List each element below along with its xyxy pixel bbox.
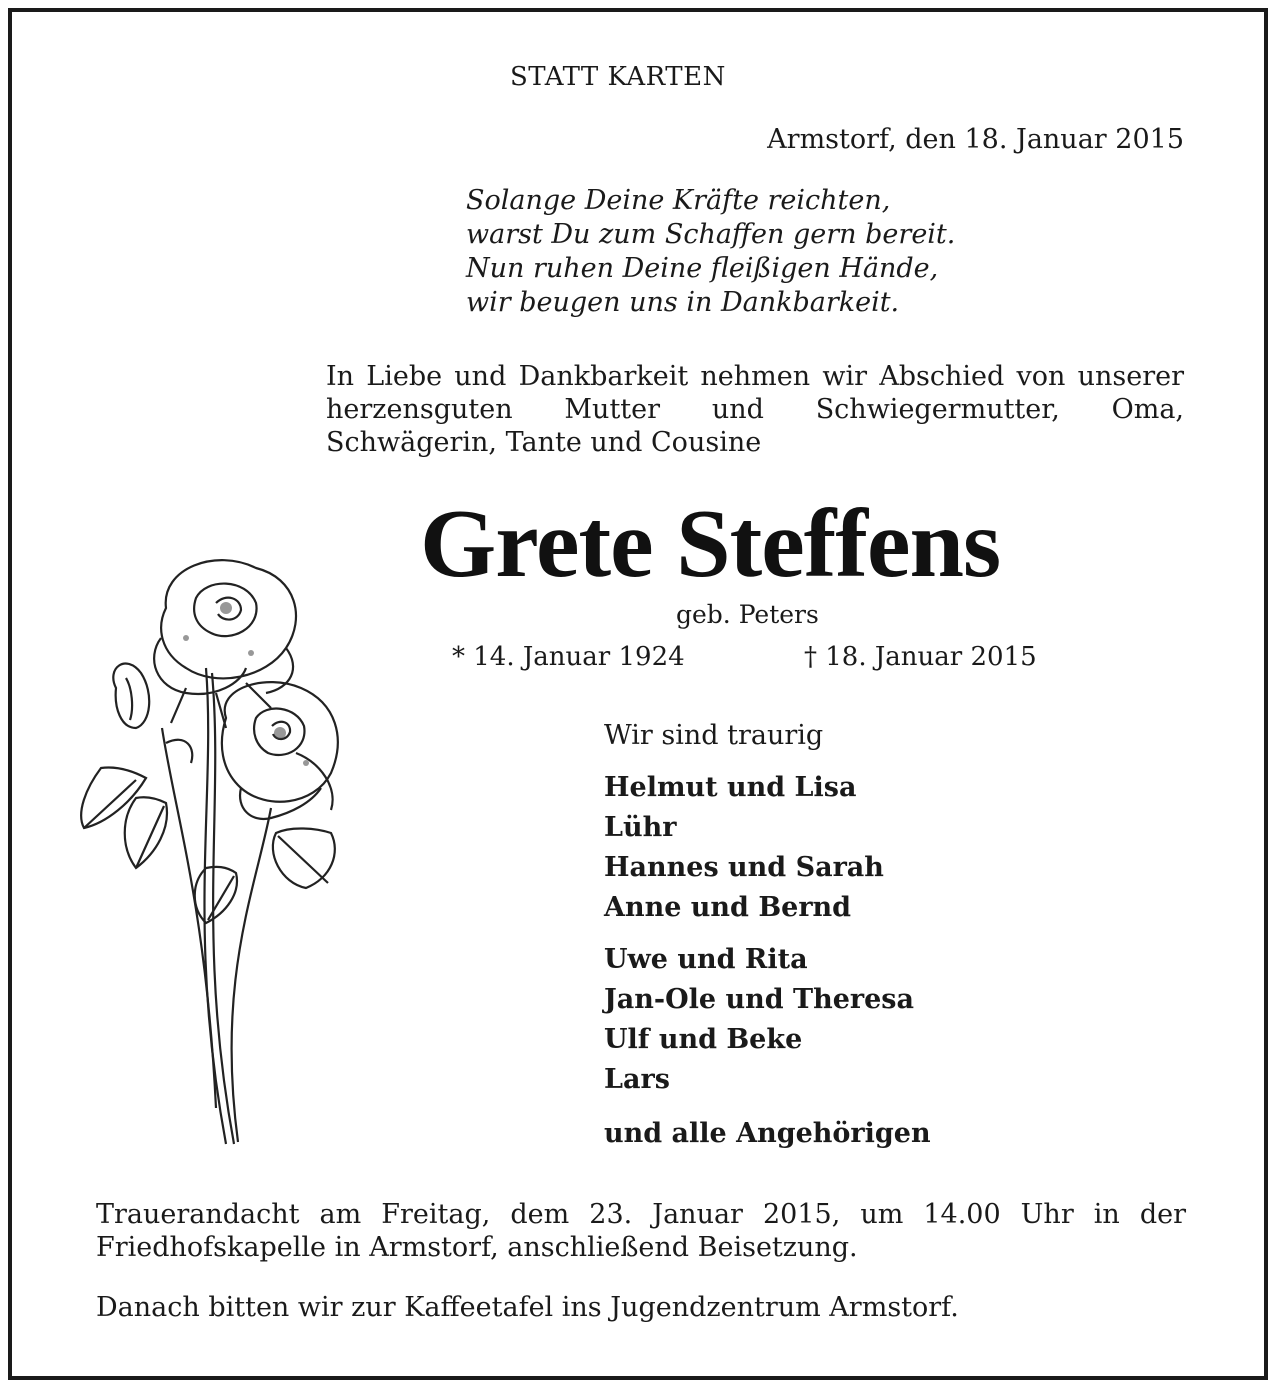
header-statt-karten: STATT KARTEN — [510, 62, 726, 92]
mourners-list — [604, 768, 931, 1154]
poem — [466, 184, 955, 320]
intro-text: In Liebe und Dankbarkeit nehmen wir Abschied von unserer herzensguten Mutter und Schwiegermutter, Oma, Schwägerin, Tante und Cousine — [326, 361, 1184, 458]
mourner: Hannes und Sarah — [604, 852, 884, 883]
mourner: Uwe und Rita — [604, 944, 808, 975]
poem-line: Solange Deine Kräfte reichten, — [466, 185, 891, 216]
place-date: Armstorf, den 18. Januar 2015 — [767, 124, 1184, 155]
poem-line: Nun ruhen Deine fleißigen Hände, — [466, 253, 939, 284]
mourner: Ulf und Beke — [604, 1024, 803, 1055]
mourner: Lühr — [604, 812, 677, 843]
service-info: Trauerandacht am Freitag, dem 23. Januar 2015, um 14.00 Uhr in der Friedhofskapelle in Armstorf, anschließend Beisetzung. — [96, 1199, 1186, 1263]
mourners-intro: Wir sind traurig — [604, 720, 824, 751]
mourner: Helmut und Lisa — [604, 772, 857, 803]
mourner: Lars — [604, 1064, 670, 1095]
reception-info: Danach bitten wir zur Kaffeetafel ins Jugendzentrum Armstorf. — [96, 1292, 959, 1323]
poem-line: wir beugen uns in Dankbarkeit. — [466, 287, 900, 318]
poem-line: warst Du zum Schaffen gern bereit. — [466, 219, 956, 250]
rose-illustration — [66, 548, 356, 1148]
mourners-closing: und alle Angehörigen — [604, 1118, 931, 1149]
maiden-name: geb. Peters — [676, 600, 819, 629]
birth-date: * 14. Januar 1924 — [452, 642, 685, 672]
death-date: † 18. Januar 2015 — [804, 642, 1037, 672]
mourner: Anne und Bernd — [604, 892, 852, 923]
deceased-name: Grete Steffens — [420, 490, 1001, 598]
mourner: Jan-Ole und Theresa — [604, 984, 914, 1015]
